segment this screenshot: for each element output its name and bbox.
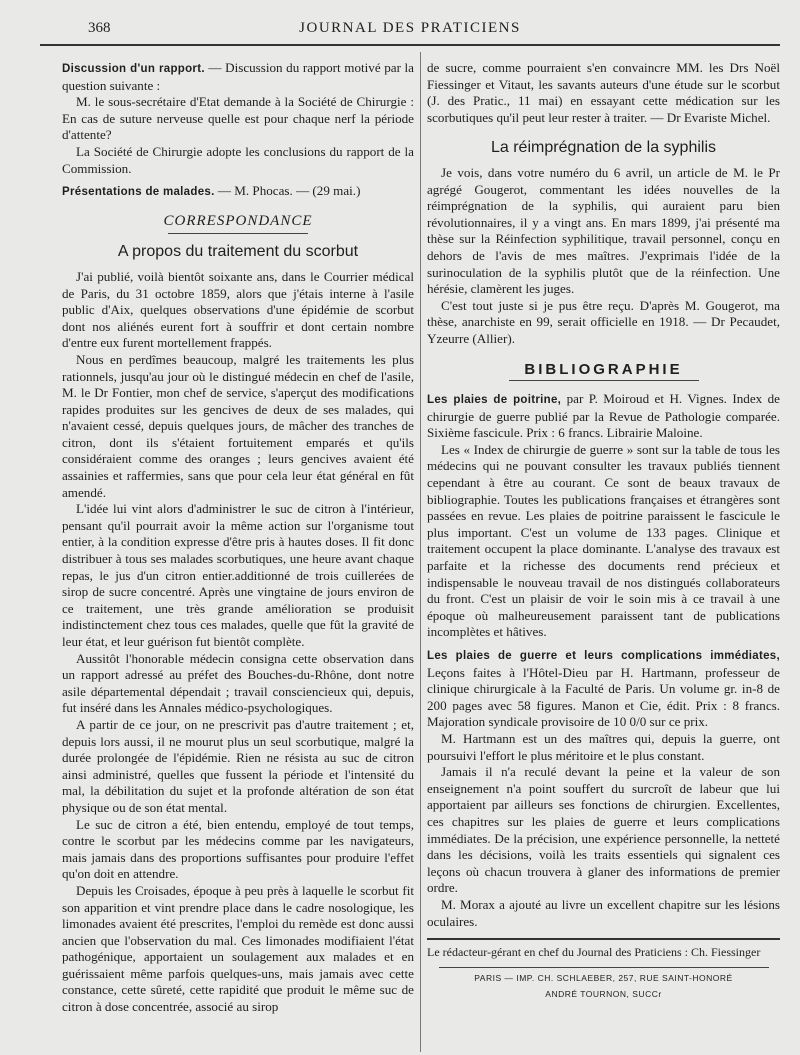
bib-entry-2-details: Leçons faites à l'Hôtel-Dieu par H. Hartmann, professeur de clinique chirurgicale à la Faculté de Paris. Un volume gr. in-8 de 200 pages avec 58 figures. Manon et Cie, édit. Prix : 8 francs. Majoration syndicale provisoire de 10 0/0 sur ce prix. [427, 664, 780, 730]
scorbut-title: A propos du traitement du scorbut [117, 243, 359, 261]
page-number: 368 [88, 20, 111, 36]
presentations-paragraph [62, 183, 414, 201]
discussion-paragraph [62, 60, 414, 94]
question-paragraph: M. le sous-secrétaire d'Etat demande à la Société de Chirurgie : En cas de suture nerveuse quelle est pour chaque nerf la période d'attente? [62, 94, 414, 143]
footer-rule [427, 938, 780, 940]
bib-entry-1-title: Les plaies de poitrine, [427, 394, 562, 407]
scorbut-paragraph: Aussitôt l'honorable médecin consigna cette observation dans un rapport adressé au préfet des Bouches-du-Rhône, dont notre asile départemental dépendait ; travail consciencieux qui, depuis, fut inséré dans les Annales médico-psychologiques. [62, 650, 414, 716]
bib-entry-2-review: M. Morax a ajouté au livre un excellent chapitre sur les lésions oculaires. [427, 896, 780, 929]
imprint-line-1: PARIS — IMP. CH. SCHLAEBER, 257, RUE SAINT-HONORÉ [474, 972, 733, 983]
discussion-text: — Discussion du rapport motivé par la question suivante : [62, 60, 414, 93]
bib-entry-1 [427, 391, 780, 442]
presentations-text: — M. Phocas. — (29 mai.) [214, 183, 361, 199]
bib-entry-1-details: par P. Moiroud et H. Vignes. Index de chirurgie de guerre publié par la Revue de Pathologie comparée. Sixième fascicule. Prix : 6 francs. Librairie Maloine. [427, 391, 780, 441]
presentations-label: Présentations de malades. [62, 186, 215, 199]
scorbut-paragraph: J'ai publié, voilà bientôt soixante ans, dans le Courrier médical de Paris, du 31 octobre 1859, alors que j'étais interne à l'asile public d'Aix, quelques observations d'une épidémie de scorbut dont nos aliénés eurent fort à souffrir et dont certain nombre d'entre eux furent mortellement frappés. [62, 268, 414, 351]
journal-title: JOURNAL DES PRATICIENS [299, 20, 521, 36]
left-column [62, 60, 414, 1016]
discussion-label: Discussion d'un rapport. [62, 63, 205, 75]
bib-entry-1-review: Les « Index de chirurgie de guerre » sont sur la table de tous les médecins qui ne pouvant consulter les travaux publiés tiennent cependant à être au courant. Ce sont de beaux travaux de bibliographie. Toutes les publications françaises et étrangères sont passées en revue. Les plaies de poitrine paraissent le fascicule le plus important. C'est un volume de 133 pages. Clinique et traitement occupent la place dominante. L'analyse des travaux est parfaite et la richesse des documents rend précieux et indispensable le nouveau travail de nos distingués collaborateurs du front. C'est un plaisir de voir le soin mis à ce travail à une époque où malheureusement paraissent tant de publications incomplètes et hâtives. [427, 441, 780, 640]
scorbut-paragraph: Nous en perdîmes beaucoup, malgré les traitements les plus rationnels, jusqu'au jour où le distingué médecin en chef de l'asile, M. le Dr Fontier, mon chef de service, s'aperçut des modifications rapides produites sur les gencives de deux de ses malades, qui n'avaient cessé, depuis quelques jours, de mâcher des tranches de citron, dont ils s'étaient fortuitement emparés et qu'ils considéraient comme des oranges ; leurs gencives avaient été assainies et raffermies, sans que pour cela leur état général en fût amendé. [62, 351, 414, 500]
bibliographie-rule [509, 380, 699, 381]
scorbut-paragraph: A partir de ce jour, on ne prescrivit pas d'autre traitement ; et, depuis lors aussi, il ne mourut plus un seul scorbutique, malgré la durée prolongée de l'épidémie. Rien ne résista au suc de citron ainsi administré, quelles que fussent la période et l'intensité du mal, la débilitation du sujet et la profonde altération de son état physique ou de son état mental. [62, 716, 414, 815]
scorbut-continuation: de sucre, comme pourraient s'en convaincre MM. les Drs Noël Fiessinger et Vitaut, les savants auteurs d'une étude sur le scorbut (J. des Pratic., 11 mai) en essayant cette médication sur les scorbutiques qu'il peut leur rester à traiter. — Dr Evariste Michel. [427, 60, 780, 125]
correspondance-heading: CORRESPONDANCE [163, 212, 313, 229]
bibliographie-heading: BIBLIOGRAPHIE [524, 360, 683, 378]
header-rule [40, 44, 780, 46]
scorbut-paragraph: L'idée lui vint alors d'administrer le suc de citron à l'intérieur, pensant qu'il pourrait avoir la même action sur l'organisme tout entier, à la condition expresse d'être pris à hautes doses. Il fit donc distribuer à tous ses malades scorbutiques, une heure avant chaque repas, le jus d'un citron entier.additionné de trois cuillerées de sirop de sucre concentré. Après une vingtaine de jours environ de ce traitement, une très grande amélioration se produisit indistinctement chez tous ces malades, quelle que fût la gravité de leur état, et leur guérison fut bientôt complète. [62, 501, 414, 649]
bib-entry-2-review: Jamais il n'a reculé devant la peine et la valeur de son enseignement n'a point souffert du surcroît de labeur que lui apportaient par ailleurs ses fonctions de chirurgien. Excellentes, ces chapitres sur les plaies de guerre et leurs complications immédiates. De la précision, une expérience personnelle, la netteté dans les décisions, voilà les traits essentiels qui signalent ces leçons où chacun trouvera à glaner des informations de premier ordre. [427, 764, 780, 896]
right-column [427, 60, 780, 1000]
imprint-line-2: ANDRÉ TOURNON, SUCCr [545, 988, 662, 999]
bib-entry-2 [427, 647, 780, 731]
page-header [40, 18, 780, 44]
scorbut-paragraph: Le suc de citron a été, bien entendu, employé de tout temps, contre le scorbut par les médecins comme par les navigateurs, mais jamais dans des proportions suffisantes pour produire l'effet qu'on doit en attendre. [62, 816, 414, 882]
imprint-rule [439, 967, 769, 968]
editor-line: Le rédacteur-gérant en chef du Journal des Praticiens : Ch. Fiessinger [427, 945, 761, 960]
bib-entry-2-title: Les plaies de guerre et leurs complications immédiates, [427, 650, 780, 662]
syphilis-paragraph: C'est tout juste si je pus être reçu. D'après M. Gougerot, ma thèse, anarchiste en 99, serait officielle en 1918. — Dr Pecaudet, Yzeurre (Allier). [427, 297, 780, 346]
syphilis-title: La réimprégnation de la syphilis [490, 139, 716, 157]
scorbut-paragraph: Depuis les Croisades, époque à peu près à laquelle le scorbut fit son apparition et vint prendre place dans le cadre nosologique, les limonades avaient été prescrites, l'emploi du remède est donc aussi ancien que l'observation du mal. Ces limonades modifiaient l'état pathogénique, apportaient un soulagement aux malades et en guérissaient même parfois quelques-uns, mais jamais avec cette constance, cette sûreté, cette rapidité que produit le même suc de citron à dose concentrée, associé au sirop [62, 882, 414, 1015]
column-divider [420, 52, 421, 1052]
bib-entry-2-review: M. Hartmann est un des maîtres qui, depuis la guerre, ont poursuivi l'effort le plus méritoire et le plus constant. [427, 730, 780, 763]
correspondance-rule [168, 233, 308, 234]
conclusion-paragraph: La Société de Chirurgie adopte les conclusions du rapport de la Commission. [62, 143, 414, 176]
syphilis-paragraph: Je vois, dans votre numéro du 6 avril, un article de M. le Pr agrégé Gougerot, commentant les idées nouvelles de la réimprégnation de la syphilis, qui auraient paru bien révolutionnaires, il y a vingt ans. En mars 1899, j'ai présenté ma thèse sur la Réinfection syphilitique, travail personnel, conçu en dehors de l'avis de mes maîtres. J'exprimais l'idée de la surinoculation de la syphilis plutôt que de la réinfection. Une hérésie, clamèrent les juges. [427, 164, 780, 297]
